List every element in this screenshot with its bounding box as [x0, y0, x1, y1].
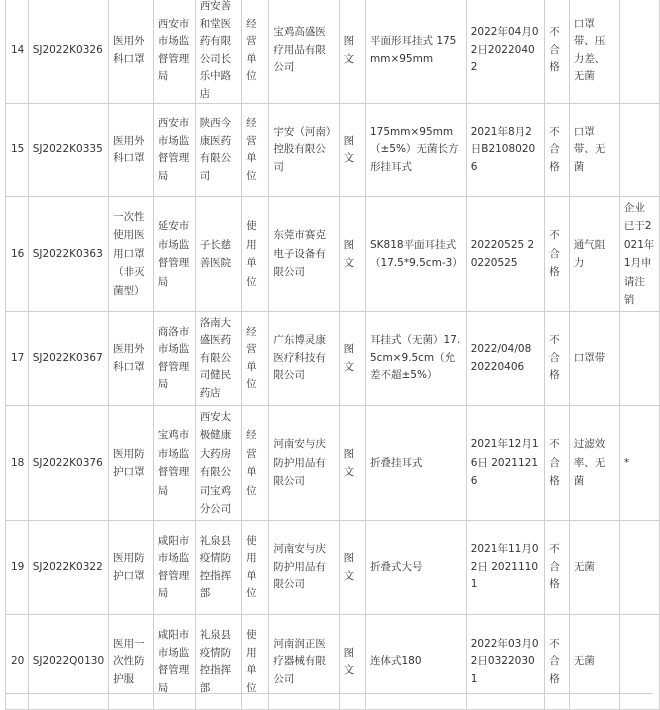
table-row [6, 0, 660, 104]
sampled-unit: 礼泉县疫情防控指挥部 [195, 615, 241, 710]
sampled-unit: 子长慈善医院 [195, 197, 241, 312]
specification: 连体式180 [365, 615, 466, 710]
supervising-agency: 咸阳市市场监督管理局 [153, 521, 195, 615]
sampling-link: 使用单位 [242, 615, 269, 710]
test-result: 不合格 [545, 615, 570, 710]
table-row [6, 406, 660, 521]
trademark: 图文 [339, 197, 365, 312]
production-date-batch: 2022年03月02日03220301 [466, 615, 544, 710]
row-number: 17 [6, 312, 29, 406]
production-date-batch: 2021年11月02日 20211101 [466, 521, 544, 615]
manufacturer: 河南安与庆防护用品有限公司 [269, 406, 339, 521]
supervising-agency: 延安市市场监督管理局 [153, 197, 195, 312]
production-date-batch: 2021年12月16日 20211216 [466, 406, 544, 521]
production-date-batch: 2022年04月02日20220402 [466, 0, 544, 104]
row-number: 15 [6, 104, 29, 197]
trademark: 图文 [339, 0, 365, 104]
manufacturer: 宝鸡高盛医疗用品有限公司 [269, 0, 339, 104]
remark [619, 312, 659, 406]
table-row [6, 197, 660, 312]
trademark: 图文 [339, 521, 365, 615]
product-name: 医用一次性防护服 [109, 615, 154, 710]
product-name: 医用外科口罩 [109, 104, 154, 197]
failed-items: 无菌 [569, 521, 619, 615]
product-name: 医用外科口罩 [109, 312, 154, 406]
trademark: 图文 [339, 104, 365, 197]
remark: 企业已于2021年1月申请注销 [619, 197, 659, 312]
supervising-agency: 宝鸡市市场监督管理局 [153, 406, 195, 521]
specification: 折叠挂耳式 [365, 406, 466, 521]
recall-table [5, 0, 660, 710]
table-row [6, 312, 660, 406]
failed-items: 口罩带、无菌 [569, 104, 619, 197]
failed-items: 无菌 [569, 615, 619, 710]
product-name: 医用外科口罩 [109, 0, 154, 104]
sampling-link: 经营单位 [242, 0, 269, 104]
supervising-agency: 西安市市场监督管理局 [153, 0, 195, 104]
test-result: 不合格 [545, 406, 570, 521]
product-name: 一次性使用医用口罩（非灭菌型） [109, 197, 154, 312]
remark [619, 104, 659, 197]
sampling-link: 经营单位 [242, 406, 269, 521]
trademark: 图文 [339, 615, 365, 710]
test-result: 不合格 [545, 521, 570, 615]
table-row [6, 104, 660, 197]
sample-code: SJ2022K0326 [28, 0, 108, 104]
sampled-unit: 洛南大盛医药有限公司健民药店 [195, 312, 241, 406]
sample-code: SJ2022K0363 [28, 197, 108, 312]
supervising-agency: 商洛市市场监督管理局 [153, 312, 195, 406]
manufacturer: 河南安与庆防护用品有限公司 [269, 521, 339, 615]
sample-code: SJ2022K0322 [28, 521, 108, 615]
failed-items: 口罩带 [569, 312, 619, 406]
table-row [6, 615, 660, 710]
manufacturer: 宇安（河南）控股有限公司 [269, 104, 339, 197]
row-number: 18 [6, 406, 29, 521]
sampled-unit: 西安善和堂医药有限公司长乐中路店 [195, 0, 241, 104]
row-number: 14 [6, 0, 29, 104]
failed-items: 通气阻力 [569, 197, 619, 312]
manufacturer: 广东博灵康医疗科技有限公司 [269, 312, 339, 406]
table-bottom-border [5, 693, 653, 694]
supervising-agency: 咸阳市市场监督管理局 [153, 615, 195, 710]
test-result: 不合格 [545, 312, 570, 406]
sample-code: SJ2022K0376 [28, 406, 108, 521]
trademark: 图文 [339, 406, 365, 521]
product-name: 医用防护口罩 [109, 406, 154, 521]
sampled-unit: 礼泉县疫情防控指挥部 [195, 521, 241, 615]
manufacturer: 东莞市赛克电子设备有限公司 [269, 197, 339, 312]
supervising-agency: 西安市市场监督管理局 [153, 104, 195, 197]
sampling-link: 经营单位 [242, 104, 269, 197]
row-number: 16 [6, 197, 29, 312]
production-date-batch: 20220525 20220525 [466, 197, 544, 312]
table-row [6, 521, 660, 615]
sampled-unit: 陕西今康医药有限公司 [195, 104, 241, 197]
row-number: 19 [6, 521, 29, 615]
remark [619, 521, 659, 615]
test-result: 不合格 [545, 197, 570, 312]
production-date-batch: 2021年8月2日B21080206 [466, 104, 544, 197]
test-result: 不合格 [545, 104, 570, 197]
sample-code: SJ2022K0367 [28, 312, 108, 406]
remark [619, 0, 659, 104]
failed-items: 过滤效率、无菌 [569, 406, 619, 521]
test-result: 不合格 [545, 0, 570, 104]
sample-code: SJ2022K0335 [28, 104, 108, 197]
specification: 折叠式大号 [365, 521, 466, 615]
row-number: 20 [6, 615, 29, 710]
sampling-link: 使用单位 [242, 197, 269, 312]
failed-items: 口罩带、压力差、无菌 [569, 0, 619, 104]
remark [619, 615, 659, 710]
specification: 175mm×95mm（±5%）无菌长方形挂耳式 [365, 104, 466, 197]
production-date-batch: 2022/04/08 20220406 [466, 312, 544, 406]
manufacturer: 河南润正医疗器械有限公司 [269, 615, 339, 710]
sampling-link: 使用单位 [242, 521, 269, 615]
specification: SK818平面耳挂式（17.5*9.5cm-3） [365, 197, 466, 312]
trademark: 图文 [339, 312, 365, 406]
sampling-link: 经营单位 [242, 312, 269, 406]
product-name: 医用防护口罩 [109, 521, 154, 615]
specification: 耳挂式（无菌）17.5cm×9.5cm（允差不超±5%） [365, 312, 466, 406]
remark: * [619, 406, 659, 521]
sample-code: SJ2022Q0130 [28, 615, 108, 710]
specification: 平面形耳挂式 175mm×95mm [365, 0, 466, 104]
sampled-unit: 西安太极健康大药房有限公司宝鸡分公司 [195, 406, 241, 521]
